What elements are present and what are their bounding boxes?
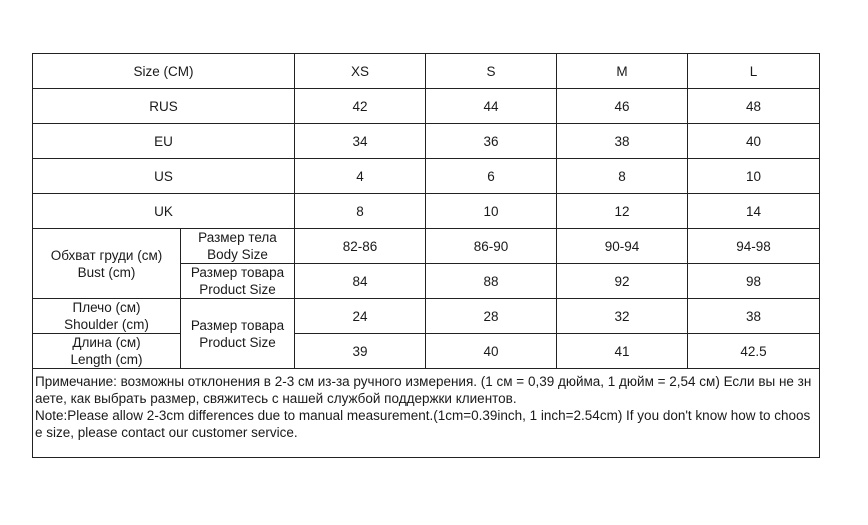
bust-product-size-label-ru: Размер товара <box>190 265 285 280</box>
table-cell: 36 <box>426 124 557 159</box>
table-cell: 24 <box>295 299 426 334</box>
table-cell: 8 <box>295 194 426 229</box>
table-row-note <box>33 369 820 458</box>
table-row-rus <box>33 89 820 124</box>
body-size-label-ru: Размер тела <box>198 230 277 245</box>
table-cell: 40 <box>688 124 820 159</box>
note-en: Note:Please allow 2-3cm differences due to manual measurement.(1cm=0.39inch, 1 inch=2.54cm) If you don't know how to choose size, please contact our customer service. <box>35 408 811 440</box>
table-cell: 90-94 <box>557 229 688 264</box>
table-cell: 92 <box>557 264 688 299</box>
table-cell: 94-98 <box>688 229 820 264</box>
table-cell: 48 <box>688 89 820 124</box>
table-cell: 42.5 <box>688 334 820 369</box>
body-size-label <box>181 229 295 264</box>
row-label: RUS <box>33 89 295 124</box>
bust-label <box>33 229 181 299</box>
table-cell: 28 <box>426 299 557 334</box>
table-row-bust-body <box>33 229 820 264</box>
row-label: UK <box>33 194 295 229</box>
table-row-length <box>33 334 820 369</box>
size-l-header: L <box>688 54 820 89</box>
table-cell: 88 <box>426 264 557 299</box>
length-label-ru: Длина (см) <box>72 335 141 350</box>
table-cell: 32 <box>557 299 688 334</box>
table-cell: 10 <box>688 159 820 194</box>
table-cell: 86-90 <box>426 229 557 264</box>
table-cell: 6 <box>426 159 557 194</box>
table-cell: 10 <box>426 194 557 229</box>
table-cell: 40 <box>426 334 557 369</box>
table-cell: 34 <box>295 124 426 159</box>
bust-product-size-label <box>181 264 295 299</box>
table-cell: 41 <box>557 334 688 369</box>
table-cell: 14 <box>688 194 820 229</box>
size-chart-table <box>32 53 820 458</box>
product-size-label <box>181 299 295 369</box>
table-cell: 46 <box>557 89 688 124</box>
product-size-label-ru: Размер товара <box>190 317 285 333</box>
table-cell: 39 <box>295 334 426 369</box>
size-header-label: Size (CM) <box>33 54 295 89</box>
note-ru: Примечание: возможны отклонения в 2-3 см из-за ручного измерения. (1 см = 0,39 дюйма, 1 дюйм = 2,54 см) Если вы не знаете, как выбрать размер, свяжитесь с нашей службой поддержки клиентов. <box>35 374 812 406</box>
table-row-uk <box>33 194 820 229</box>
table-row-header <box>33 54 820 89</box>
size-m-header: M <box>557 54 688 89</box>
body-size-label-en: Body Size <box>207 247 268 262</box>
bust-product-size-label-en: Product Size <box>199 282 276 297</box>
length-label-en: Length (cm) <box>70 352 143 367</box>
product-size-label-en: Product Size <box>199 334 276 350</box>
row-label: US <box>33 159 295 194</box>
table-cell: 82-86 <box>295 229 426 264</box>
table-cell: 44 <box>426 89 557 124</box>
row-label: EU <box>33 124 295 159</box>
table-cell: 84 <box>295 264 426 299</box>
table-cell: 38 <box>557 124 688 159</box>
size-s-header: S <box>426 54 557 89</box>
bust-label-en: Bust (cm) <box>77 264 136 280</box>
table-cell: 8 <box>557 159 688 194</box>
table-cell: 12 <box>557 194 688 229</box>
shoulder-label-ru: Плечо (см) <box>72 300 141 315</box>
table-row-us <box>33 159 820 194</box>
table-cell: 38 <box>688 299 820 334</box>
shoulder-label-en: Shoulder (cm) <box>64 317 149 332</box>
bust-label-ru: Обхват груди (см) <box>50 247 163 263</box>
shoulder-label <box>33 299 181 334</box>
table-cell: 42 <box>295 89 426 124</box>
table-row-shoulder <box>33 299 820 334</box>
size-xs-header: XS <box>295 54 426 89</box>
length-label <box>33 334 181 369</box>
table-row-eu <box>33 124 820 159</box>
note-cell <box>33 369 820 458</box>
table-cell: 4 <box>295 159 426 194</box>
table-cell: 98 <box>688 264 820 299</box>
